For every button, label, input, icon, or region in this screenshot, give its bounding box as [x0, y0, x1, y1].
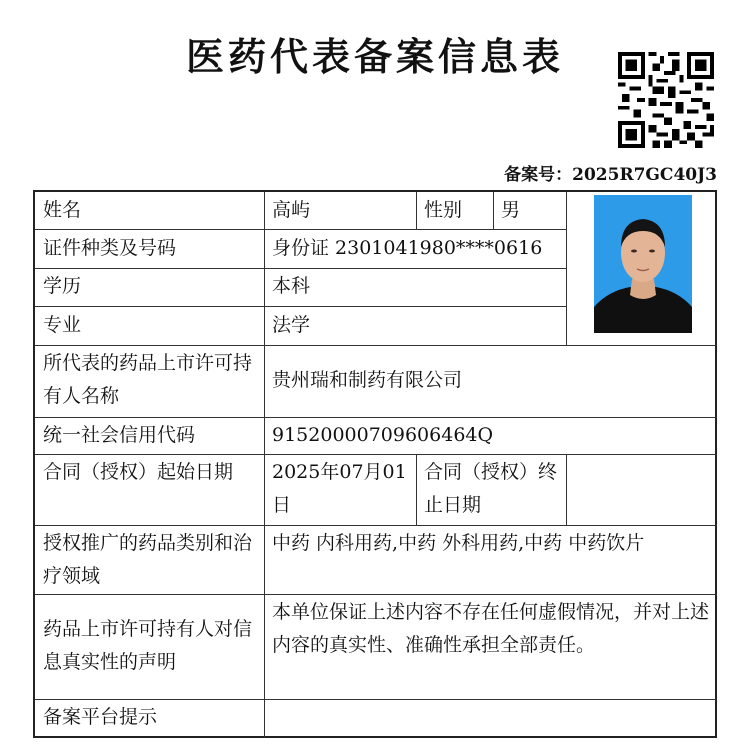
tips-label: 备案平台提示 — [43, 706, 158, 728]
statement-value: 本单位保证上述内容不存在任何虚假情况，并对上述内容的真实性、准确性承担全部责任。 — [272, 601, 710, 656]
major-value: 法学 — [272, 314, 311, 336]
id-label: 证件种类及号码 — [43, 237, 177, 259]
holder-value: 贵州瑞和制药有限公司 — [272, 369, 463, 391]
credit-value: 91520000709606464Q — [272, 424, 494, 446]
gender-label: 性别 — [424, 199, 463, 221]
page-title: 医药代表备案信息表 — [185, 35, 564, 79]
record-number-label: 备案号： — [504, 165, 573, 185]
qr-code — [618, 52, 714, 148]
category-label: 授权推广的药品类别和治疗领域 — [43, 532, 253, 587]
record-number — [504, 160, 717, 185]
start-date-value: 2025年07月01日 — [272, 461, 407, 516]
record-number-value: 2025R7GC40J3 — [572, 165, 717, 185]
id-value: 身份证 2301041980****0616 — [272, 237, 543, 259]
category-value: 中药 内科用药,中药 外科用药,中药 中药饮片 — [272, 532, 645, 554]
info-table — [33, 190, 717, 738]
gender-value: 男 — [501, 199, 521, 221]
start-date-label: 合同（授权）起始日期 — [43, 461, 234, 483]
education-label: 学历 — [43, 275, 82, 297]
applicant-photo — [594, 195, 692, 333]
credit-label: 统一社会信用代码 — [43, 424, 196, 446]
holder-label: 所代表的药品上市许可持有人名称 — [43, 352, 253, 407]
name-value: 高屿 — [272, 199, 311, 221]
education-value: 本科 — [272, 275, 311, 297]
statement-label: 药品上市许可持有人对信息真实性的声明 — [43, 618, 253, 673]
end-date-label: 合同（授权）终止日期 — [424, 461, 558, 516]
major-label: 专业 — [43, 314, 82, 336]
name-label: 姓名 — [43, 199, 82, 221]
